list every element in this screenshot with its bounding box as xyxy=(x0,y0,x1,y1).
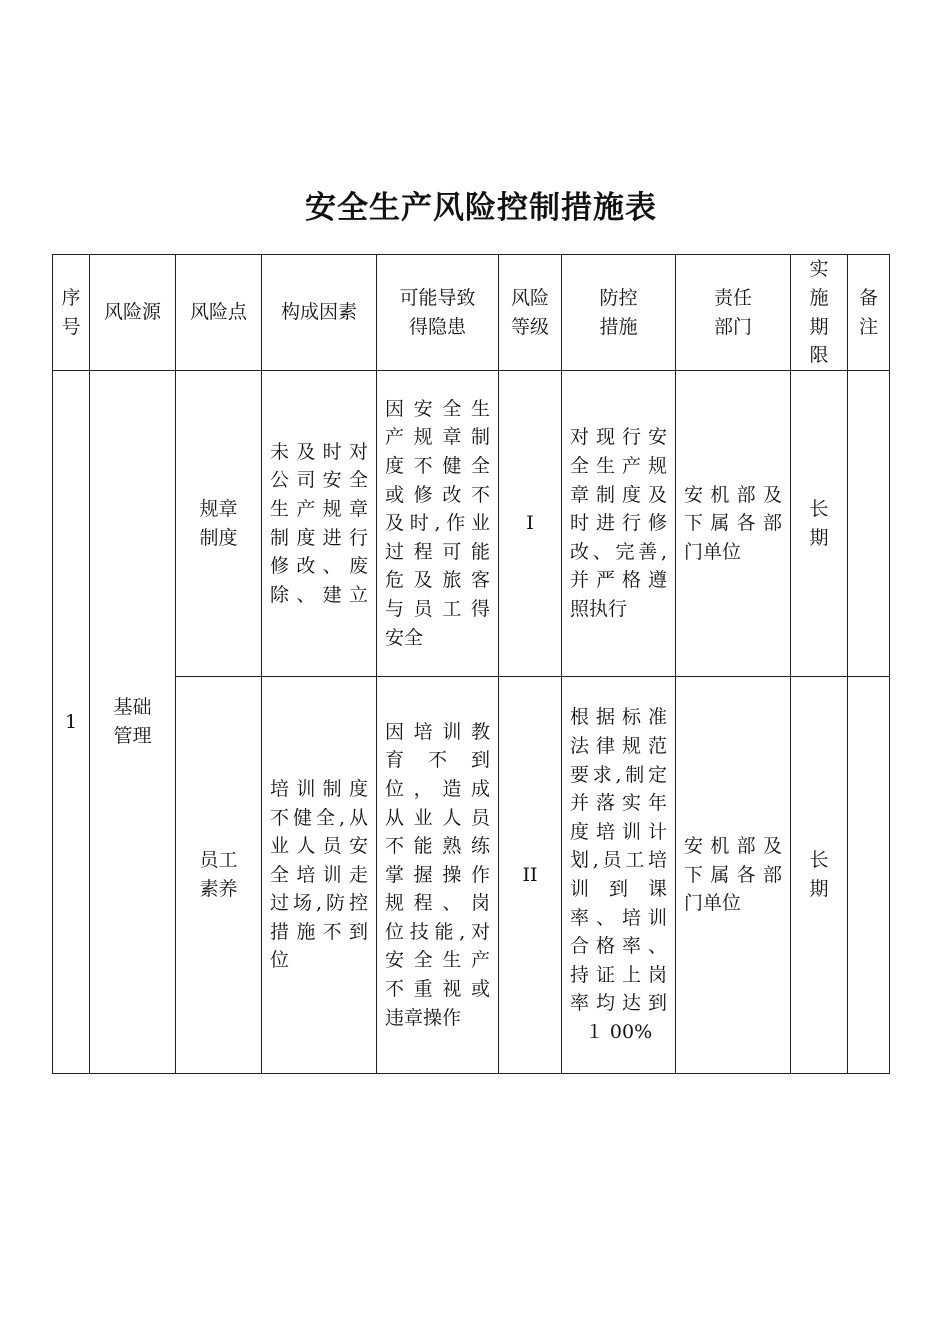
header-period: 实施期限 xyxy=(791,255,848,371)
header-level: 风险 等级 xyxy=(499,255,562,371)
header-factor: 构成因素 xyxy=(262,255,377,371)
factor-cell: 未及时对 公司安全 生产规章 制度进行 修改、废 除、建立 xyxy=(262,371,377,677)
risk-source-cell: 基础 管理 xyxy=(90,371,176,1074)
dept-cell: 安机部及 下属各部 门单位 xyxy=(676,371,791,677)
measure-cell: 对现行安 全生产规 章制度及 时进行修 改、完善, 并严格遵 照执行 xyxy=(562,371,676,677)
risk-level-cell: II xyxy=(499,677,562,1074)
header-seq: 序号 xyxy=(53,255,90,371)
period-cell: 长 期 xyxy=(791,677,848,1074)
seq-cell: 1 xyxy=(53,371,90,1074)
table-row xyxy=(53,371,890,677)
page-title: 安全生产风险控制措施表 xyxy=(305,190,657,226)
hazard-cell: 因培训教 育 不 到 位，造成 从业人员 不能熟练 掌握操作 规程、岗 位技能,对 安全生产 不重视或 违章操作 xyxy=(377,677,499,1074)
header-dept: 责任 部门 xyxy=(676,255,791,371)
header-hazard: 可能导致 得隐患 xyxy=(377,255,499,371)
header-row xyxy=(53,255,890,371)
risk-point-cell: 规章 制度 xyxy=(176,371,262,677)
header-source: 风险源 xyxy=(90,255,176,371)
header-point: 风险点 xyxy=(176,255,262,371)
risk-point-cell: 员工 素养 xyxy=(176,677,262,1074)
risk-control-table xyxy=(52,254,890,1074)
dept-cell: 安机部及 下属各部 门单位 xyxy=(676,677,791,1074)
factor-cell: 培训制度 不健全,从 业人员安 全培训走 过场,防控 措施不到 位 xyxy=(262,677,377,1074)
header-measure: 防控 措施 xyxy=(562,255,676,371)
note-cell xyxy=(848,677,890,1074)
period-cell: 长 期 xyxy=(791,371,848,677)
measure-cell: 根据标准 法律规范 要求,制定 并落实年 度培训计 划,员工培 训 到 课 率、培训 合格率、 持证上岗 率均达到 １ 00% xyxy=(562,677,676,1074)
table-row xyxy=(53,677,890,1074)
header-note: 备注 xyxy=(848,255,890,371)
hazard-cell: 因安全生 产规章制 度不健全 或修改不 及时,作业 过程可能 危及旅客 与员工得 安全 xyxy=(377,371,499,677)
note-cell xyxy=(848,371,890,677)
risk-level-cell: I xyxy=(499,371,562,677)
